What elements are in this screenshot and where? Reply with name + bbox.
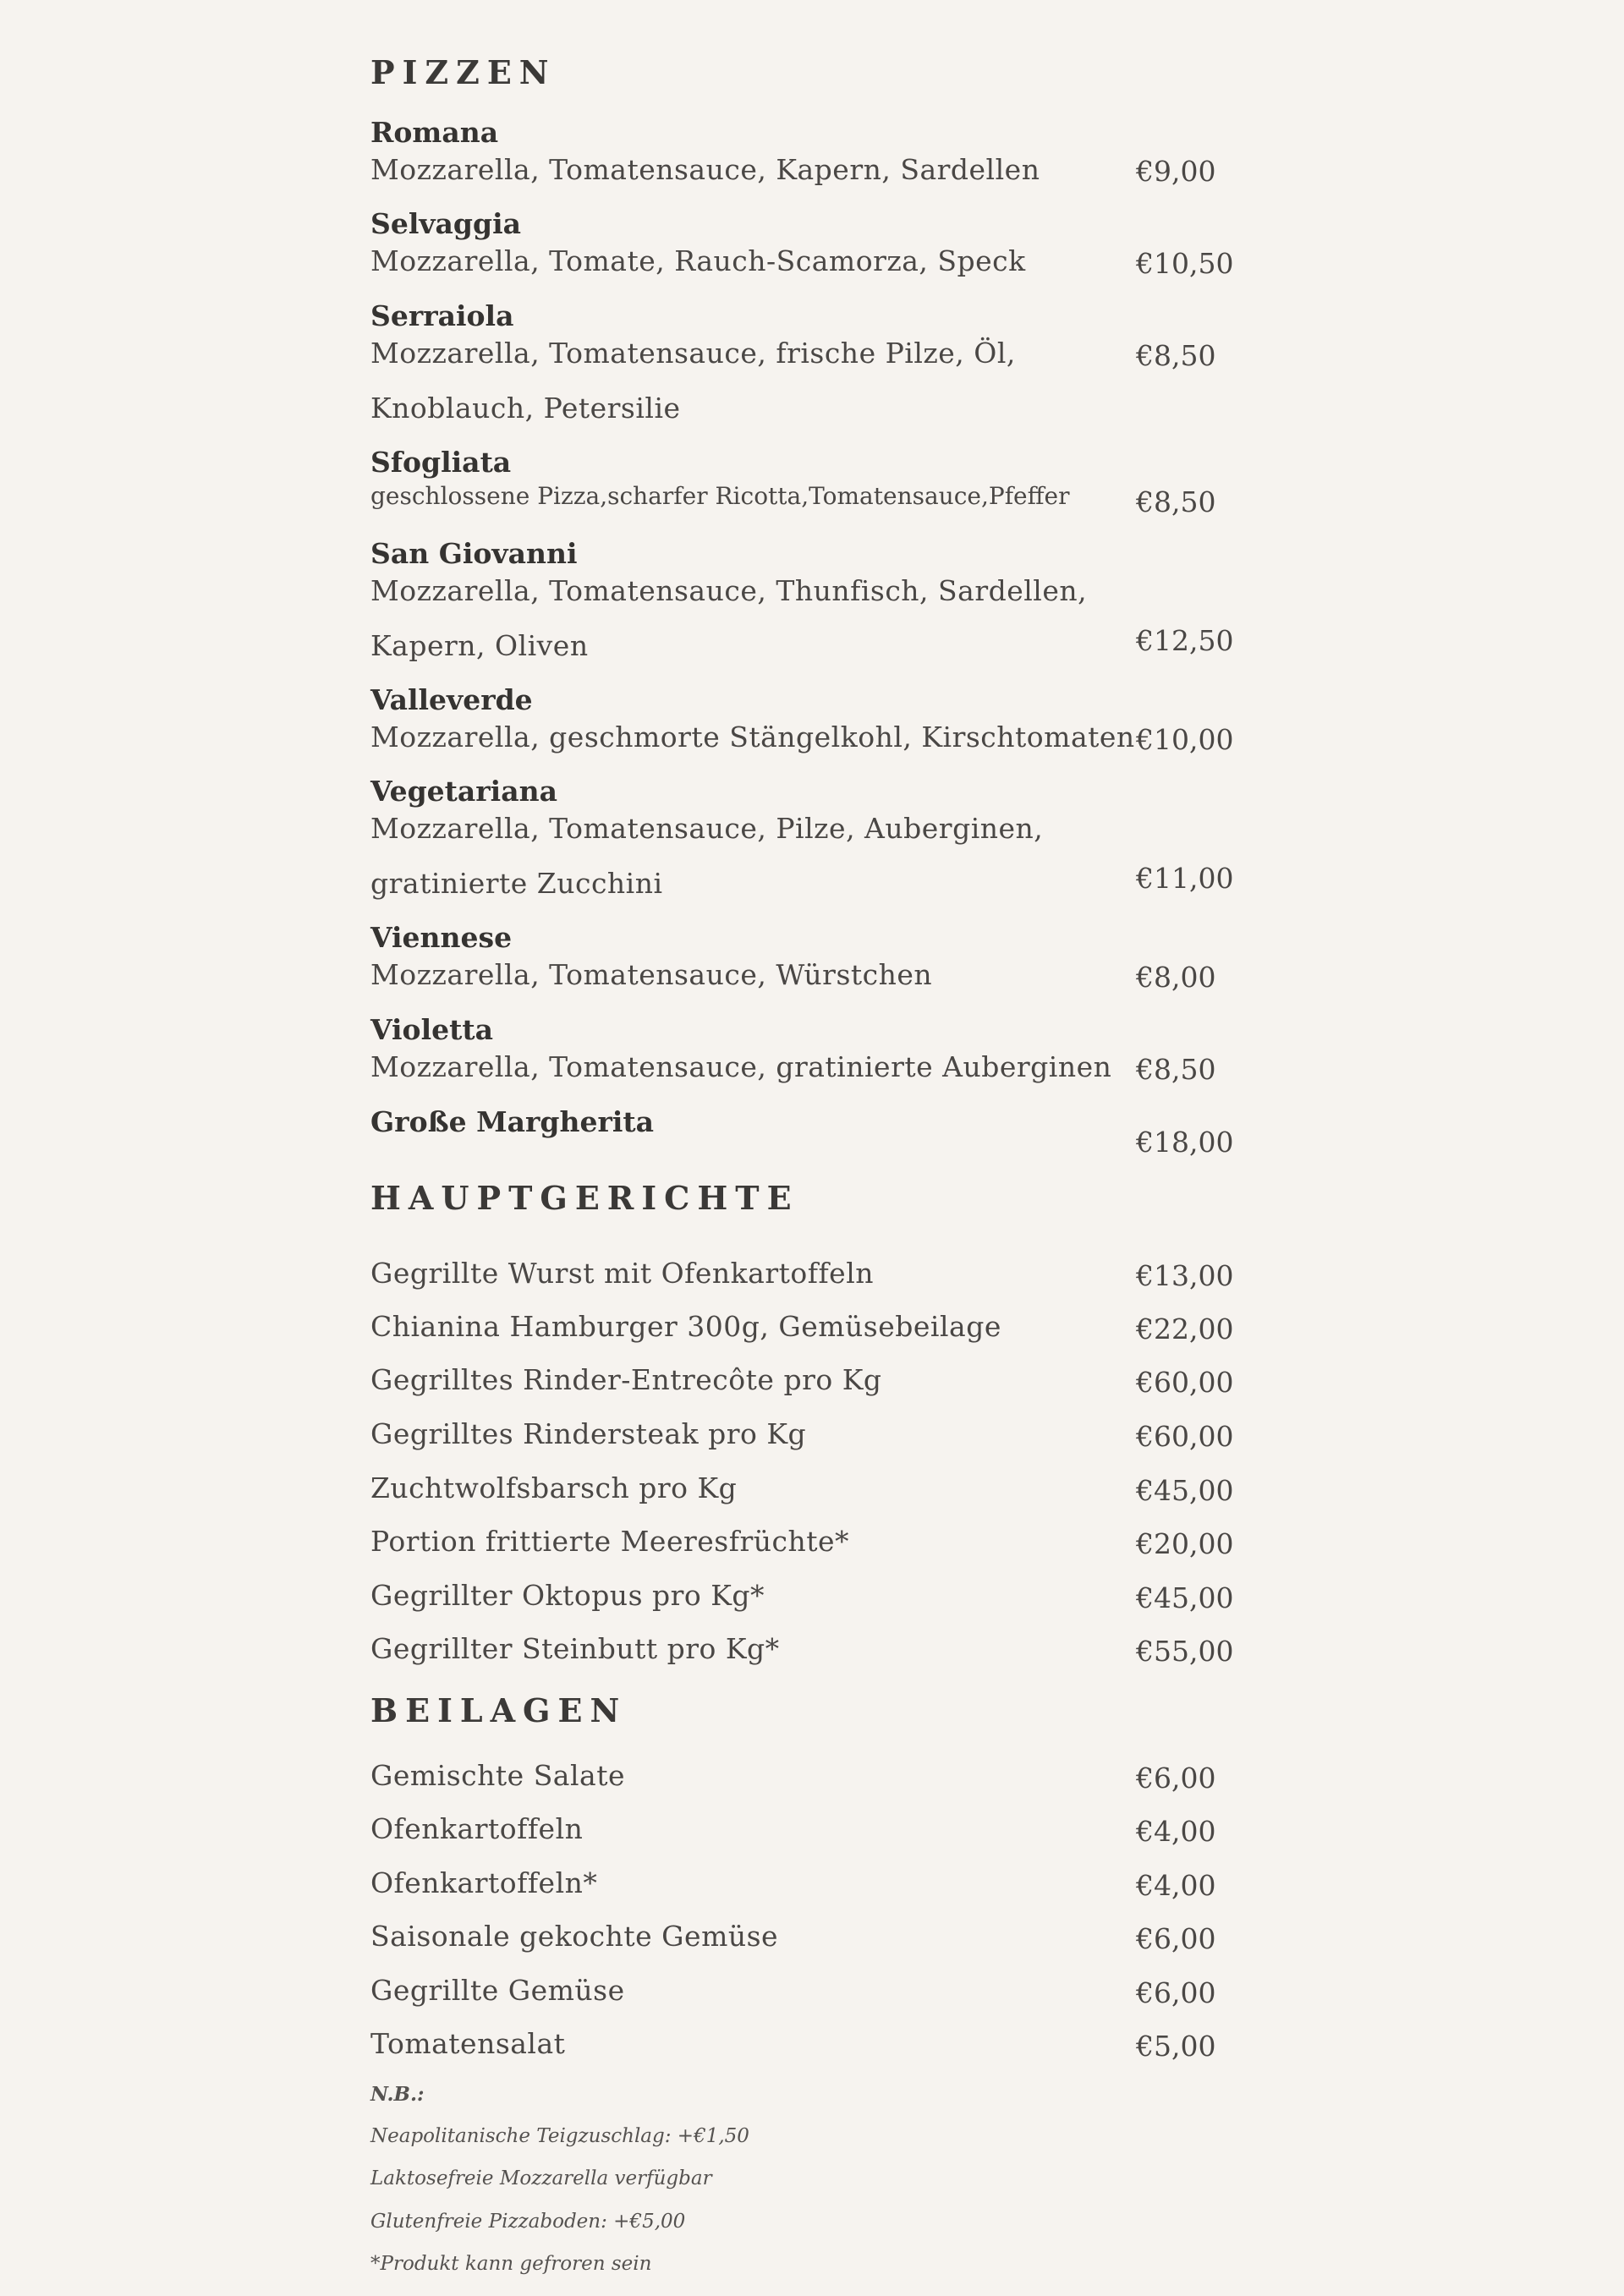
item-price: €8,50 bbox=[1136, 1053, 1216, 1086]
item-name: Gegrillter Steinbutt pro Kg* bbox=[370, 1632, 780, 1665]
item-price: €13,00 bbox=[1136, 1259, 1234, 1292]
item-name: Violetta bbox=[370, 1013, 493, 1046]
item-name: San Giovanni bbox=[370, 537, 578, 570]
item-description-continued: Knoblauch, Petersilie bbox=[370, 392, 681, 425]
item-description: Mozzarella, geschmorte Stängelkohl, Kirschtomaten bbox=[370, 721, 1135, 753]
item-price: €22,00 bbox=[1136, 1312, 1234, 1345]
item-price: €18,00 bbox=[1136, 1126, 1234, 1159]
notes-label: N.B.: bbox=[370, 2083, 425, 2106]
item-name: Chianina Hamburger 300g, Gemüsebeilage bbox=[370, 1310, 1001, 1343]
item-name: Viennese bbox=[370, 921, 513, 954]
item-name: Saisonale gekochte Gemüse bbox=[370, 1920, 779, 1953]
item-name: Ofenkartoffeln* bbox=[370, 1866, 598, 1899]
item-description: geschlossene Pizza,scharfer Ricotta,Tomatensauce,Pfeffer bbox=[370, 482, 1070, 510]
note-line: Neapolitanische Teigzuschlag: +€1,50 bbox=[370, 2125, 749, 2147]
item-description: Mozzarella, Tomatensauce, Würstchen bbox=[370, 958, 933, 991]
item-name: Ofenkartoffeln bbox=[370, 1812, 584, 1845]
item-price: €55,00 bbox=[1136, 1635, 1234, 1668]
item-name: Gegrilltes Rindersteak pro Kg bbox=[370, 1417, 807, 1450]
item-name: Sfogliata bbox=[370, 446, 512, 479]
item-description: Mozzarella, Tomatensauce, Pilze, Auberginen, bbox=[370, 812, 1044, 845]
item-name: Portion frittierte Meeresfrüchte* bbox=[370, 1525, 849, 1558]
item-description: Mozzarella, Tomatensauce, Thunfisch, Sardellen, bbox=[370, 574, 1088, 607]
item-description-continued: Kapern, Oliven bbox=[370, 629, 589, 662]
note-line: *Produkt kann gefroren sein bbox=[370, 2253, 652, 2275]
item-price: €4,00 bbox=[1136, 1869, 1216, 1902]
item-price: €9,00 bbox=[1136, 155, 1216, 188]
item-price: €6,00 bbox=[1136, 1922, 1216, 1955]
item-name: Gegrilltes Rinder-Entrecôte pro Kg bbox=[370, 1363, 882, 1396]
section-title-hauptgerichte: HAUPTGERICHTE bbox=[370, 1179, 799, 1217]
item-price: €8,50 bbox=[1136, 485, 1216, 518]
item-price: €6,00 bbox=[1136, 1976, 1216, 2009]
item-description: Mozzarella, Tomatensauce, gratinierte Auberginen bbox=[370, 1050, 1112, 1083]
item-price: €45,00 bbox=[1136, 1581, 1234, 1614]
item-price: €5,00 bbox=[1136, 2030, 1216, 2063]
menu-page bbox=[370, 0, 1259, 2296]
item-description-continued: gratinierte Zucchini bbox=[370, 867, 663, 900]
section-title-pizzen: PIZZEN bbox=[370, 53, 557, 91]
item-price: €4,00 bbox=[1136, 1815, 1216, 1848]
item-name: Serraiola bbox=[370, 299, 514, 332]
note-line: Laktosefreie Mozzarella verfügbar bbox=[370, 2167, 712, 2189]
item-price: €60,00 bbox=[1136, 1420, 1234, 1453]
item-name: Gegrillte Gemüse bbox=[370, 1974, 625, 2007]
item-price: €45,00 bbox=[1136, 1474, 1234, 1507]
item-price: €11,00 bbox=[1136, 862, 1234, 895]
item-description: Mozzarella, Tomatensauce, Kapern, Sardellen bbox=[370, 153, 1040, 186]
item-price: €60,00 bbox=[1136, 1366, 1234, 1399]
item-name: Selvaggia bbox=[370, 207, 521, 240]
item-name: Zuchtwolfsbarsch pro Kg bbox=[370, 1471, 738, 1504]
item-price: €10,50 bbox=[1136, 247, 1234, 280]
item-description: Mozzarella, Tomate, Rauch-Scamorza, Speck bbox=[370, 244, 1026, 277]
item-name: Große Margherita bbox=[370, 1105, 655, 1138]
item-price: €20,00 bbox=[1136, 1527, 1234, 1560]
item-name: Vegetariana bbox=[370, 775, 557, 808]
item-price: €10,00 bbox=[1136, 723, 1234, 756]
item-price: €6,00 bbox=[1136, 1762, 1216, 1795]
item-name: Gemischte Salate bbox=[370, 1759, 625, 1792]
item-name: Valleverde bbox=[370, 683, 533, 716]
item-name: Gegrillte Wurst mit Ofenkartoffeln bbox=[370, 1257, 875, 1290]
item-price: €8,00 bbox=[1136, 961, 1216, 994]
item-name: Romana bbox=[370, 116, 499, 149]
item-name: Tomatensalat bbox=[370, 2027, 566, 2060]
section-title-beilagen: BEILAGEN bbox=[370, 1691, 628, 1729]
item-price: €8,50 bbox=[1136, 339, 1216, 372]
item-name: Gegrillter Oktopus pro Kg* bbox=[370, 1579, 765, 1612]
note-line: Glutenfreie Pizzaboden: +€5,00 bbox=[370, 2211, 686, 2233]
item-description: Mozzarella, Tomatensauce, frische Pilze, Öl, bbox=[370, 337, 1016, 370]
item-price: €12,50 bbox=[1136, 624, 1234, 657]
